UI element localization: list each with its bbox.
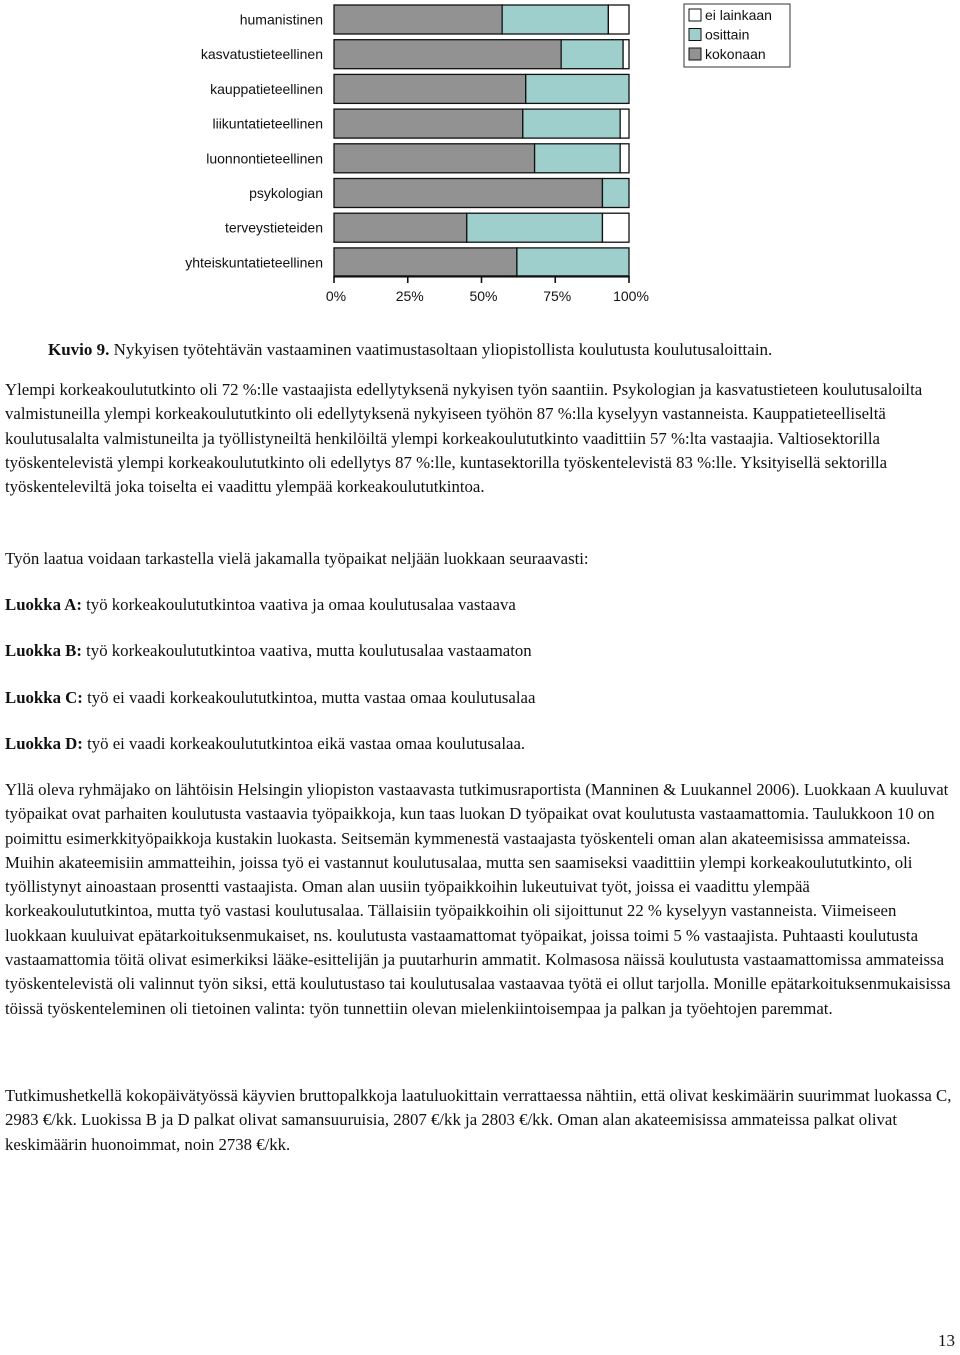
class-a-text: työ korkeakoulututkintoa vaativa ja omaa koulutusalaa vastaava xyxy=(81,595,516,614)
bar-kokonaan-8 xyxy=(334,248,517,277)
class-a-label: Luokka A: xyxy=(5,595,82,614)
class-c-text: työ ei vaadi korkeakoulututkintoa, mutta vastaa omaa koulutusalaa xyxy=(82,688,536,707)
class-c-label: Luokka C: xyxy=(5,688,83,707)
category-label-5: luonnontieteellinen xyxy=(206,150,323,167)
chart-legend xyxy=(684,4,790,67)
legend-label-osittain: osittain xyxy=(705,26,750,43)
class-d-label: Luokka D: xyxy=(5,734,83,753)
class-d-text: työ ei vaadi korkeakoulututkintoa eikä vastaa omaa koulutusalaa. xyxy=(82,734,526,753)
bar-ei-lainkaan-7 xyxy=(602,213,629,242)
bar-kokonaan-5 xyxy=(334,144,535,173)
class-b-text: työ korkeakoulututkintoa vaativa, mutta koulutusalaa vastaamaton xyxy=(81,641,532,660)
bar-osittain-4 xyxy=(523,109,620,138)
category-label-7: terveystieteiden xyxy=(224,219,323,236)
class-d-line xyxy=(5,732,957,756)
bar-kokonaan-1 xyxy=(334,5,502,34)
chart-category-labels xyxy=(185,12,323,271)
x-tick-label-3: 50% xyxy=(469,288,498,304)
class-b-label: Luokka B: xyxy=(5,641,82,660)
paragraph-1: Ylempi korkeakoulututkinto oli 72 %:lle vastaajista edellytyksenä nykyisen työn saantiin. Psykologian ja kasvatustieteen koulutusaloilta valmistuneilla ylempi korkeakoulututkinto oli edellytyksenä nykyiseen työhön 87 %:lla kyselyyn vastanneista. Kauppatieteelliseltä koulutusalalta valmistuneilta ja työllistyneiltä henkilöiltä ylempi korkeakoulututkinto vaadittiin 57 %:lta vastaajia. Valtiosektorilla työskentelevistä ylempi korkeakoulututkinto oli edellytys 87 %:lle, kuntasektorilla työskentelevistä 83 %:lle. Yksityisellä sektorilla työskenteleviltä joka toiselta ei vaadittu ylempää korkeakoulututkintoa. xyxy=(5,380,923,497)
bar-ei-lainkaan-2 xyxy=(623,40,629,69)
page-number: 13 xyxy=(938,1331,955,1350)
bar-ei-lainkaan-1 xyxy=(608,5,629,34)
figure-caption-text: Nykyisen työtehtävän vastaaminen vaatimustasoltaan yliopistollista koulutusta koulutusaloittain. xyxy=(113,340,773,359)
bar-osittain-8 xyxy=(517,248,629,277)
bar-ei-lainkaan-4 xyxy=(620,109,629,138)
x-tick-label-2: 25% xyxy=(395,288,424,304)
category-label-3: kauppatieteellinen xyxy=(210,80,323,97)
legend-swatch-osittain xyxy=(689,29,701,41)
bar-kokonaan-6 xyxy=(334,179,602,208)
category-label-1: humanistinen xyxy=(239,11,323,28)
bar-kokonaan-4 xyxy=(334,109,523,138)
legend-label-kokonaan: kokonaan xyxy=(705,46,766,62)
class-c-line xyxy=(5,686,957,710)
chart-bars xyxy=(334,5,629,277)
bar-osittain-2 xyxy=(561,40,623,69)
x-tick-label-1: 0% xyxy=(325,288,347,304)
category-label-2: kasvatustieteellinen xyxy=(200,46,323,63)
paragraph-4: Tutkimushetkellä kokopäivätyössä käyvien bruttopalkkoja laatuluokittain verrattaessa nähtiin, että olivat keskimäärin suurimmat luokassa C, 2983 €/kk. Luokissa B ja D palkat olivat samansuuruisia, 2807 €/kk ja 2803 €/kk. Oman alan akateemisissa ammateissa palkat olivat keskimäärin huonoimmat, noin 2738 €/kk. xyxy=(5,1086,952,1154)
bar-osittain-3 xyxy=(526,74,629,103)
category-label-8: yhteiskuntatieteellinen xyxy=(185,254,323,271)
x-tick-label-4: 75% xyxy=(543,288,572,304)
bar-kokonaan-2 xyxy=(334,40,561,69)
bar-osittain-7 xyxy=(467,213,603,242)
x-tick-label-5: 100% xyxy=(613,288,649,304)
paragraph-2: Työn laatua voidaan tarkastella vielä jakamalla työpaikat neljään luokkaan seuraavasti: xyxy=(5,549,589,568)
paragraph-3: Yllä oleva ryhmäjako on lähtöisin Helsingin yliopiston vastaavasta tutkimusraportista (Manninen & Luukannel 2006). Luokkaan A kuuluvat työpaikat ovat parhaiten koulutusta vastaavia työpaikkoja, kun taas luokan D työpaikat ovat koulutusta vastaamattomia. Taulukkoon 10 on poimittu esimerkkityöpaikkoja kustakin luokasta. Seitsemän kymmenestä vastaajasta työskenteli oman alan akateemisissa ammateissa. Muihin akateemisiin ammatteihin, joissa työ ei vastannut koulutusalaa, mutta sen saamiseksi vaadittiin ylempi korkeakoulututkinto, oli työllistynyt ainoastaan prosentti vastaajista. Oman alan uusiin työpaikkoihin lukeutuivat työt, joissa ei vaadittu ylempää korkeakoulututkintoa, mutta työ vastasi koulutusalaa. Tällaisiin työpaikkoihin oli sijoittunut 22 % kyselyyn vastanneista. Viimeiseen luokkaan kuuluivat epätarkoituksenmukaiset, ns. koulutusta vastaamattomat työpaikat, joissa toimi 5 % vastaajista. Puhtaasti koulutusta vastaamattomia töitä olivat esimerkiksi lääke-esittelijän ja puutarhurin ammatit. Kolmasosa näissä koulutusta vastaamattomissa ammateissa työskentelevistä oli valinnut työn siksi, että koulutustaso tai koulutusalaa vastaavaa työtä ei ollut tarjolla. Monille epätarkoituksenmukaisissa töissä työskenteleminen oli tietoinen valinta: työn tunnettiin olevan mielenkiintoisempaa ja palkan ja työehtojen paremmat. xyxy=(5,780,951,1018)
legend-swatch-kokonaan xyxy=(689,48,701,60)
figure-caption xyxy=(48,339,948,361)
bar-osittain-6 xyxy=(602,179,629,208)
stacked-bar-chart xyxy=(0,0,960,320)
chart-x-axis xyxy=(326,276,649,304)
bar-kokonaan-7 xyxy=(334,213,467,242)
bar-osittain-1 xyxy=(502,5,608,34)
legend-label-ei-lainkaan: ei lainkaan xyxy=(705,7,772,23)
category-label-4: liikuntatieteellinen xyxy=(212,115,323,132)
bar-ei-lainkaan-5 xyxy=(620,144,629,173)
figure-caption-label: Kuvio 9. xyxy=(48,340,110,359)
bar-osittain-5 xyxy=(535,144,621,173)
legend-swatch-ei-lainkaan xyxy=(689,9,701,21)
category-label-6: psykologian xyxy=(249,185,323,201)
class-b-line xyxy=(5,639,957,663)
class-a-line xyxy=(5,593,957,617)
bar-kokonaan-3 xyxy=(334,74,526,103)
